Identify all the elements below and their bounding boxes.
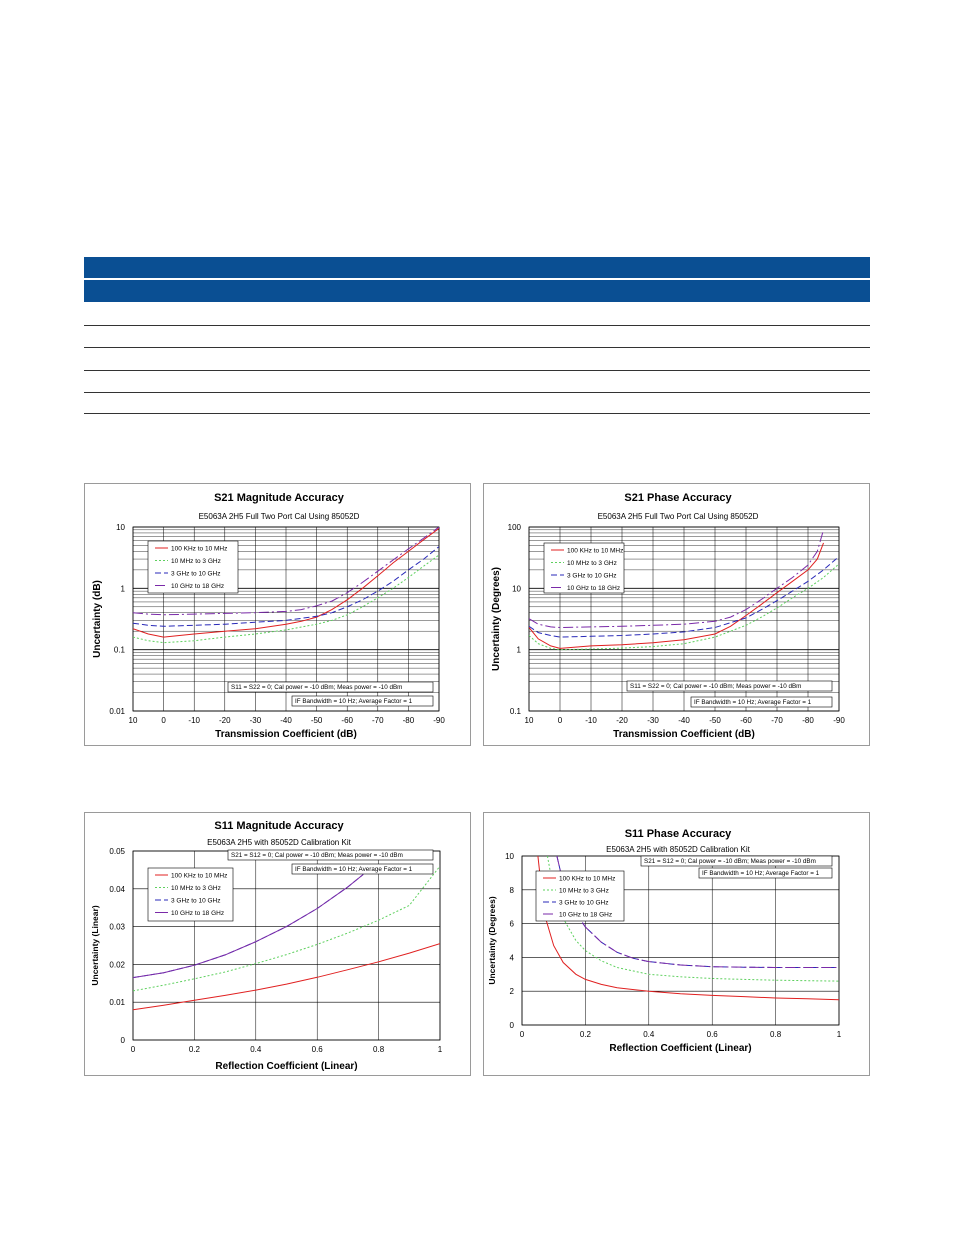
x-tick-label: -60 (341, 716, 353, 725)
x-tick-label: 0 (519, 1030, 525, 1039)
x-tick-label: 1 (437, 1045, 443, 1054)
y-tick-label: 100 (507, 523, 521, 532)
y-tick-label: 0.1 (509, 707, 521, 716)
y-tick-label: 0 (509, 1021, 514, 1030)
x-tick-label: 0.8 (373, 1045, 385, 1054)
note-text: IF Bandwidth = 10 Hz; Average Factor = 1 (694, 699, 812, 706)
x-tick-label: 0.6 (311, 1045, 323, 1054)
y-tick-label: 0.1 (113, 645, 125, 655)
note-text: S21 = S12 = 0; Cal power = -10 dBm; Meas power = -10 dBm (644, 858, 816, 865)
legend-entry: 10 GHz to 18 GHz (171, 583, 225, 590)
y-tick-label: 1 (516, 645, 521, 655)
y-tick-label: 0.01 (109, 998, 125, 1008)
x-tick-label: -30 (249, 716, 262, 725)
legend-entry: 10 MHz to 3 GHz (171, 885, 221, 892)
x-tick-label: 0 (130, 1045, 136, 1054)
chart-s11-magnitude-accuracy (84, 812, 471, 1076)
note-text: S11 = S22 = 0; Cal power = -10 dBm; Meas power = -10 dBm (231, 684, 403, 691)
y-axis-label: Uncertainty (Linear) (90, 905, 100, 986)
x-tick-label: 0 (557, 716, 563, 725)
legend-entry: 100 KHz to 10 MHz (171, 545, 228, 553)
x-tick-label: 0.2 (579, 1030, 591, 1039)
x-tick-label: 0.8 (770, 1030, 782, 1039)
legend (148, 541, 238, 593)
x-tick-label: -10 (188, 716, 200, 725)
table-row-divider (84, 347, 870, 348)
legend-entry: 3 GHz to 10 GHz (567, 572, 617, 580)
chart-svg (484, 484, 871, 747)
x-tick-label: -90 (433, 716, 445, 725)
legend (536, 871, 624, 921)
legend-entry: 10 GHz to 18 GHz (559, 911, 613, 919)
y-tick-label: 10 (505, 852, 514, 861)
y-tick-label: 0.01 (109, 707, 125, 716)
x-tick-label: -70 (372, 716, 384, 725)
x-tick-label: -50 (709, 716, 721, 725)
x-tick-label: -20 (219, 716, 231, 725)
y-axis-label: Uncertainty (Degrees) (491, 567, 502, 671)
note-text: IF Bandwidth = 10 Hz; Average Factor = 1 (295, 698, 413, 705)
chart-svg (85, 484, 472, 747)
x-tick-label: -80 (802, 716, 814, 725)
x-tick-label: 10 (524, 716, 534, 725)
y-tick-label: 8 (509, 885, 514, 895)
chart-subtitle: E5063A 2H5 with 85052D Calibration Kit (606, 845, 750, 854)
legend-entry: 3 GHz to 10 GHz (559, 899, 609, 907)
legend-entry: 3 GHz to 10 GHz (171, 897, 221, 905)
legend (148, 868, 233, 921)
y-tick-label: 0.02 (109, 960, 125, 970)
x-axis-label: Transmission Coefficient (dB) (613, 729, 755, 740)
y-tick-label: 6 (509, 919, 514, 929)
x-axis-label: Reflection Coefficient (Linear) (609, 1043, 752, 1054)
x-tick-label: -40 (678, 716, 690, 725)
y-tick-label: 10 (512, 584, 521, 594)
y-tick-label: 2 (509, 987, 514, 997)
x-axis-label: Reflection Coefficient (Linear) (215, 1061, 358, 1072)
chart-s11-phase-accuracy (483, 812, 870, 1076)
table-row-divider (84, 325, 870, 326)
legend-entry: 10 MHz to 3 GHz (559, 887, 609, 895)
x-tick-label: -40 (280, 716, 292, 725)
x-tick-label: 0 (161, 716, 166, 725)
legend-entry: 10 MHz to 3 GHz (171, 558, 221, 565)
chart-subtitle: E5063A 2H5 with 85052D Calibration Kit (207, 838, 351, 847)
chart-s21-magnitude-accuracy (84, 483, 471, 746)
y-tick-label: 0.05 (109, 847, 125, 856)
x-tick-label: -10 (585, 716, 597, 725)
y-tick-label: 10 (116, 523, 125, 532)
chart-subtitle: E5063A 2H5 Full Two Port Cal Using 85052D (198, 512, 360, 521)
note-text: IF Bandwidth = 10 Hz; Average Factor = 1 (295, 866, 413, 873)
chart-svg (484, 813, 871, 1077)
chart-s21-phase-accuracy (483, 483, 870, 746)
legend-entry: 10 GHz to 18 GHz (171, 910, 225, 917)
x-tick-label: 10 (128, 716, 138, 725)
x-axis-label: Transmission Coefficient (dB) (215, 729, 357, 740)
y-tick-label: 1 (120, 584, 125, 594)
table-row-divider (84, 392, 870, 393)
x-tick-label: 0.2 (188, 1045, 200, 1054)
table-subheader-band (84, 280, 870, 302)
chart-svg (85, 813, 472, 1077)
legend-entry: 10 MHz to 3 GHz (567, 560, 617, 567)
y-tick-label: 0.04 (109, 884, 125, 894)
y-tick-label: 0 (120, 1036, 125, 1045)
x-tick-label: -90 (833, 716, 845, 725)
x-tick-label: -80 (402, 716, 415, 725)
chart-subtitle: E5063A 2H5 Full Two Port Cal Using 85052D (597, 512, 759, 521)
legend (544, 543, 624, 593)
note-text: S21 = S12 = 0; Cal power = -10 dBm; Meas power = -10 dBm (231, 852, 403, 859)
legend-entry: 100 KHz to 10 MHz (171, 872, 228, 880)
table-row-divider (84, 413, 870, 414)
y-axis-label: Uncertainty (Degrees) (487, 896, 497, 985)
x-tick-label: 0.4 (250, 1045, 262, 1054)
legend-entry: 100 KHz to 10 MHz (559, 875, 616, 883)
x-tick-label: 1 (836, 1030, 842, 1039)
chart-title: S11 Phase Accuracy (624, 828, 732, 840)
legend-entry: 10 GHz to 18 GHz (567, 585, 621, 592)
x-tick-label: 0.4 (643, 1030, 655, 1039)
series-line-1 (133, 944, 440, 1010)
x-tick-label: -50 (310, 716, 323, 725)
chart-title: S11 Magnitude Accuracy (214, 820, 344, 832)
y-tick-label: 0.03 (109, 922, 125, 932)
y-tick-label: 4 (509, 953, 514, 963)
note-text: IF Bandwidth = 10 Hz; Average Factor = 1 (702, 870, 820, 877)
chart-title: S21 Magnitude Accuracy (214, 492, 344, 504)
table-row-divider (84, 370, 870, 371)
note-text: S11 = S22 = 0; Cal power = -10 dBm; Meas power = -10 dBm (630, 683, 802, 690)
x-tick-label: -60 (740, 716, 752, 725)
y-axis-label: Uncertainty (dB) (92, 580, 103, 658)
x-tick-label: 0.6 (706, 1030, 718, 1039)
x-tick-label: -30 (647, 716, 659, 725)
x-tick-label: -20 (616, 716, 628, 725)
table-header-band (84, 257, 870, 278)
legend-entry: 100 KHz to 10 MHz (567, 547, 624, 555)
x-tick-label: -70 (771, 716, 783, 725)
chart-title: S21 Phase Accuracy (624, 492, 732, 504)
legend-entry: 3 GHz to 10 GHz (171, 570, 221, 578)
